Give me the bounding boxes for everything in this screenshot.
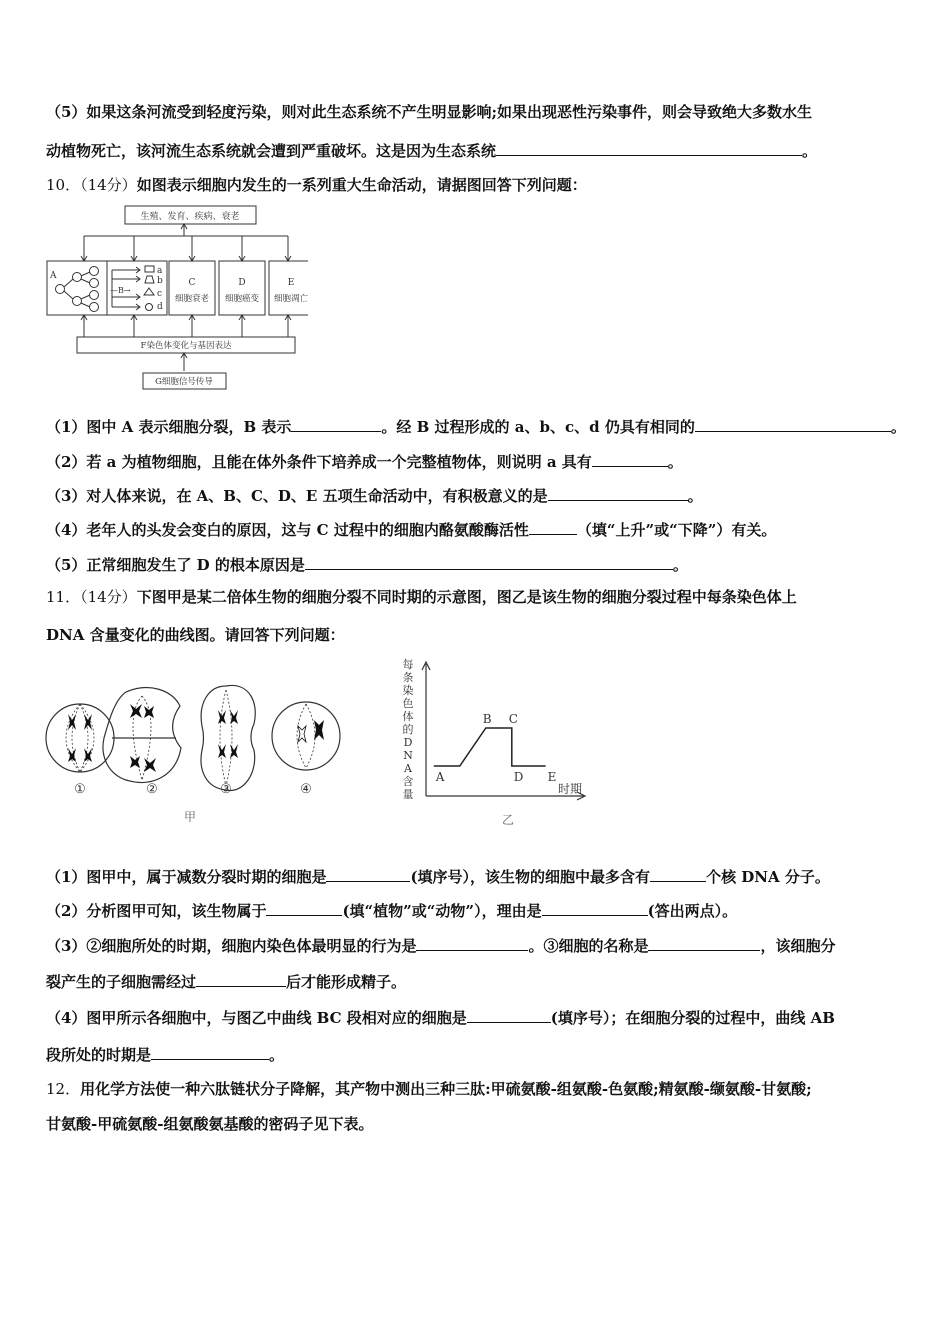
ylabel-char: 量 (402, 788, 414, 801)
dna-content-line (434, 728, 546, 766)
label-E-text: 细胞凋亡 (273, 294, 308, 304)
answer-blank[interactable] (326, 866, 410, 882)
answer-blank[interactable] (650, 866, 706, 882)
chart-ylabel (403, 657, 414, 801)
q11-figure-jia-cells (44, 676, 354, 826)
ylabel-char: D (403, 736, 413, 749)
q10-p4: （4）老年人的头发会变白的原因，这与 C 过程中的细胞内酪氨酸酶活性 （填“上升”或“下降”）有关。 (46, 521, 777, 539)
box-D (219, 261, 265, 315)
point-label-A: A (435, 770, 445, 784)
ylabel-char: 每 (402, 658, 414, 671)
ylabel-char: N (403, 749, 413, 762)
point-label-E: E (547, 770, 557, 784)
label-C-text: 细胞衰老 (174, 294, 210, 304)
q12-line1: 12．用化学方法使一种六肽链状分子降解，其产物中测出三种三肽:甲硫氨酸-组氨酸-色氨酸;精氨酸-缬氨酸-甘氨酸; (46, 1080, 812, 1098)
q10-p2: （2）若 a 为植物细胞，且能在体外条件下培养成一个完整植物体，则说明 a 具有 。 (46, 453, 683, 471)
q9-part5-line1: （5）如果这条河流受到轻度污染，则对此生态系统不产生明显影响;如果出现恶性污染事件，则会导致绝大多数水生 (46, 103, 812, 121)
cell-label-4: ④ (300, 782, 312, 797)
label-c: c (157, 289, 163, 299)
cell-2 (103, 688, 181, 783)
answer-blank[interactable] (416, 935, 528, 951)
answer-blank[interactable] (305, 554, 673, 570)
label-b: b (157, 276, 163, 286)
answer-blank[interactable] (548, 485, 688, 501)
ylabel-char: 体 (402, 710, 414, 723)
q10-p1: （1）图中 A 表示细胞分裂，B 表示 。经 B 过程形成的 a、b、c、d 仍具有相同的 。 (46, 418, 906, 436)
ylabel-char: 色 (402, 697, 414, 710)
answer-blank[interactable] (266, 900, 342, 916)
answer-blank[interactable] (151, 1044, 269, 1060)
answer-blank[interactable] (542, 900, 648, 916)
answer-blank[interactable] (695, 416, 891, 432)
q11-p4-line1: （4）图甲所示各细胞中，与图乙中曲线 BC 段相对应的细胞是 (填序号）；在细胞分裂的过程中，曲线 AB (46, 1009, 835, 1027)
q11-p1: （1）图甲中，属于减数分裂时期的细胞是 (填序号），该生物的细胞中最多含有 个核 DNA 分子。 (46, 868, 830, 886)
point-label-D: D (513, 770, 524, 784)
q10-stem: 10．（14分）如图表示细胞内发生的一系列重大生命活动，请据图回答下列问题： (46, 176, 587, 194)
box-C (169, 261, 215, 315)
ylabel-char: 的 (402, 723, 414, 736)
ylabel-char: 染 (402, 684, 414, 697)
q10-p5: （5）正常细胞发生了 D 的根本原因是 。 (46, 556, 688, 574)
cell-label-3: ③ (220, 782, 232, 797)
q11-p4-line2: 段所处的时期是 。 (46, 1046, 285, 1064)
point-label-C: C (508, 712, 518, 726)
answer-blank[interactable] (496, 140, 802, 156)
box-E (269, 261, 308, 315)
q10-p3: （3）对人体来说，在 A、B、C、D、E 五项生命活动中，有积极意义的是 。 (46, 487, 703, 505)
figure-yi-label: 乙 (502, 813, 515, 826)
cell-4 (272, 702, 340, 770)
q9-part5-line2: 动植物死亡，该河流生态系统就会遭到严重破坏。这是因为生态系统 。 (46, 142, 818, 160)
answer-blank[interactable] (196, 971, 286, 987)
ylabel-char: A (404, 762, 412, 775)
label-A: A (50, 271, 57, 281)
ylabel-char: 含 (402, 775, 414, 788)
label-D-text: 细胞癌变 (224, 294, 260, 304)
cell-label-1: ① (74, 782, 86, 797)
label-d: d (157, 302, 163, 312)
figure-jia-label: 甲 (183, 810, 197, 824)
label-a: a (157, 266, 163, 276)
ylabel-char: 条 (402, 671, 414, 684)
chart-xlabel: 时期 (558, 782, 583, 796)
label-C: C (188, 278, 196, 288)
answer-blank[interactable] (592, 451, 668, 467)
label-D: D (238, 278, 246, 288)
top-box-label: 生殖、发育、疾病、衰老 (140, 212, 240, 222)
q11-p3-line1: （3）②细胞所处的时期，细胞内染色体最明显的行为是 。③细胞的名称是 ，该细胞分 (46, 937, 836, 955)
cell-label-2: ② (146, 782, 158, 797)
label-E: E (287, 278, 295, 288)
point-label-B: B (482, 712, 492, 726)
answer-blank[interactable] (291, 416, 381, 432)
answer-blank[interactable] (648, 935, 760, 951)
q11-stem-line2: DNA 含量变化的曲线图。请回答下列问题： (46, 626, 345, 644)
q11-p2: （2）分析图甲可知，该生物属于 (填“植物”或“动物”），理由是 (答出两点）。 (46, 902, 738, 920)
label-G: G细胞信号传导 (155, 377, 213, 387)
q10-cell-life-diagram (46, 203, 308, 395)
answer-blank[interactable] (529, 519, 577, 535)
answer-blank[interactable] (467, 1007, 551, 1023)
q12-line2: 甘氨酸-甲硫氨酸-组氨酸氨基酸的密码子见下表。 (46, 1115, 374, 1133)
q11-stem-line1: 11．（14分）下图甲是某二倍体生物的细胞分裂不同时期的示意图，图乙是该生物的细胞分裂过程中每条染色体上 (46, 588, 797, 606)
q11-p3-line2: 裂产生的子细胞需经过 后才能形成精子。 (46, 973, 407, 991)
q11-figure-yi-chart (392, 654, 592, 826)
label-F: F染色体变化与基因表达 (140, 341, 232, 351)
label-B: —B→ (110, 286, 131, 295)
